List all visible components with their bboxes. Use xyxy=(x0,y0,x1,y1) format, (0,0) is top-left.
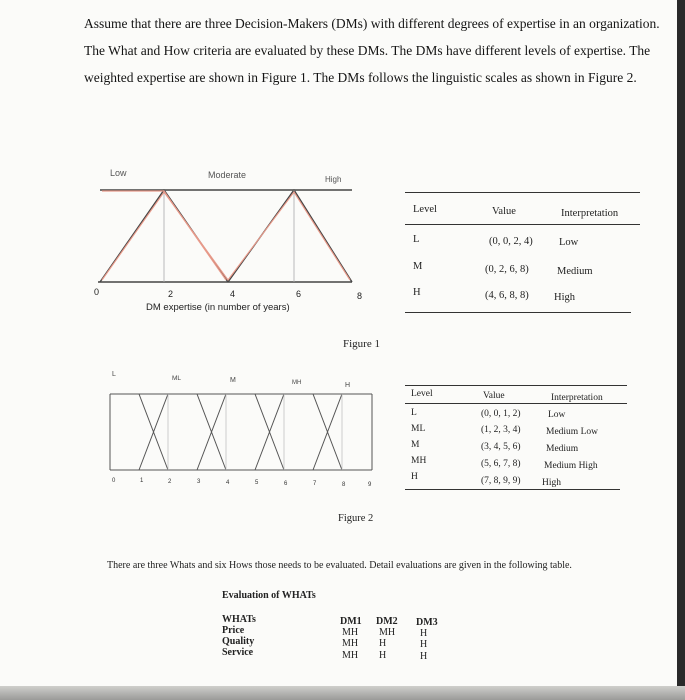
eval-hdr-whats: WHATs xyxy=(222,614,256,625)
fig2-tick-2: 2 xyxy=(168,479,172,485)
fig2-tick-9: 9 xyxy=(368,482,372,488)
fig2-tick-3: 3 xyxy=(197,479,201,485)
eval-r1-dm2: MH xyxy=(379,627,396,638)
fig1-hdr-value: Value xyxy=(492,206,516,217)
fig1-high-mf xyxy=(228,190,352,282)
fig1-label-low: Low xyxy=(110,168,127,178)
evaluation-note: There are three Whats and six Hows those needs to be evaluated. Detail evaluations are given in the following table. xyxy=(107,560,572,571)
fig1-r1-level: L xyxy=(413,234,420,245)
intro-paragraph xyxy=(84,10,674,91)
fig2-r3-level: M xyxy=(411,440,420,450)
intro-text: Assume that there are three Decision-Makers (DMs) with different degrees of expertise in an organization. The What and How criteria are evaluated by these DMs. The DMs have different levels of expertise. The weighted expertise are shown in Figure 1. The DMs follows the linguistic scales as shown in Figure 2. xyxy=(84,16,660,85)
fig2-hdr-level: Level xyxy=(411,389,433,399)
photo-edge-right xyxy=(677,0,685,700)
eval-r3-what: Service xyxy=(222,647,254,658)
fig2-tick-4: 4 xyxy=(226,480,230,486)
fig2-h-mf xyxy=(313,394,372,470)
eval-r3-dm3: H xyxy=(420,651,428,662)
eval-hdr-dm3: DM3 xyxy=(416,617,438,628)
fig2-hdr-value: Value xyxy=(483,391,505,401)
fig1-r1-value: (0, 0, 2, 4) xyxy=(489,236,533,247)
fig2-r1-value: (0, 0, 1, 2) xyxy=(481,409,521,419)
fig1-r2-level: M xyxy=(413,261,423,272)
fig2-r2-level: ML xyxy=(411,424,426,434)
figure2-caption: Figure 2 xyxy=(338,513,374,524)
fig2-r5-level: H xyxy=(411,472,418,482)
fig2-l-mf xyxy=(110,394,168,470)
figure1-table xyxy=(405,192,640,322)
fig1-r2-value: (0, 2, 6, 8) xyxy=(485,264,529,275)
fig2-tick-0: 0 xyxy=(112,478,116,484)
evaluation-table xyxy=(222,614,452,670)
fig2-label-h: H xyxy=(345,382,351,389)
fig1-tick-2: 2 xyxy=(168,289,174,299)
eval-hdr-dm1: DM1 xyxy=(340,616,362,627)
fig1-moderate-mf xyxy=(100,190,352,282)
fig2-r1-interp: Low xyxy=(548,410,566,420)
fig1-hdr-level: Level xyxy=(413,204,437,215)
eval-r1-what: Price xyxy=(222,625,245,636)
fig2-r4-level: MH xyxy=(411,456,427,466)
figure1-caption: Figure 1 xyxy=(343,338,380,350)
fig2-mh-mf xyxy=(255,394,342,470)
fig2-label-m: M xyxy=(230,377,236,384)
fig2-r2-interp: Medium Low xyxy=(546,427,598,437)
fig2-r5-value: (7, 8, 9, 9) xyxy=(481,476,521,486)
fig2-label-ml: ML xyxy=(172,375,182,382)
eval-r2-dm2: H xyxy=(379,638,387,649)
figure2-chart xyxy=(100,362,390,497)
eval-r3-dm1: MH xyxy=(342,650,359,661)
eval-hdr-dm2: DM2 xyxy=(376,616,398,627)
eval-r1-dm1: MH xyxy=(342,627,359,638)
fig1-r3-interp: High xyxy=(554,292,575,303)
fig2-r3-interp: Medium xyxy=(546,444,579,454)
fig2-hdr-interp: Interpretation xyxy=(551,393,603,403)
fig2-r4-interp: Medium High xyxy=(544,461,598,471)
fig2-r2-value: (1, 2, 3, 4) xyxy=(481,425,521,435)
fig2-r4-value: (5, 6, 7, 8) xyxy=(481,459,521,469)
fig1-tick-6: 6 xyxy=(296,289,302,299)
evaluation-title: Evaluation of WHATs xyxy=(222,590,316,601)
fig2-label-mh: MH xyxy=(292,380,302,386)
fig2-m-mf xyxy=(197,394,284,470)
fig2-r5-interp: High xyxy=(542,478,561,488)
eval-r2-what: Quality xyxy=(222,636,255,647)
fig2-tick-6: 6 xyxy=(284,481,288,487)
fig2-tick-7: 7 xyxy=(313,481,317,487)
photo-edge-bottom xyxy=(0,686,685,700)
fig2-ml-mf xyxy=(139,394,226,470)
figure1-chart xyxy=(90,160,390,320)
figure2-table xyxy=(405,385,630,495)
fig2-tick-5: 5 xyxy=(255,480,259,486)
fig2-r1-level: L xyxy=(411,408,417,418)
fig1-xaxis-label: DM expertise (in number of years) xyxy=(146,302,290,313)
fig1-tick-0: 0 xyxy=(94,287,100,297)
fig1-label-high: High xyxy=(325,175,342,184)
fig1-r3-level: H xyxy=(413,287,421,298)
fig2-tick-1: 1 xyxy=(140,478,144,484)
eval-r3-dm2: H xyxy=(379,650,387,661)
eval-r2-dm1: MH xyxy=(342,638,359,649)
fig2-r3-value: (3, 4, 5, 6) xyxy=(481,442,521,452)
fig2-tick-8: 8 xyxy=(342,482,346,488)
fig1-tick-8: 8 xyxy=(357,291,363,301)
eval-r1-dm3: H xyxy=(420,628,428,639)
fig1-label-moderate: Moderate xyxy=(208,170,247,180)
eval-r2-dm3: H xyxy=(420,639,428,650)
fig1-hdr-interp: Interpretation xyxy=(561,208,619,219)
fig1-tick-4: 4 xyxy=(230,289,236,299)
fig2-label-l: L xyxy=(112,371,116,378)
fig1-r2-interp: Medium xyxy=(557,266,593,277)
fig1-r3-value: (4, 6, 8, 8) xyxy=(485,290,529,301)
fig1-r1-interp: Low xyxy=(559,237,579,248)
